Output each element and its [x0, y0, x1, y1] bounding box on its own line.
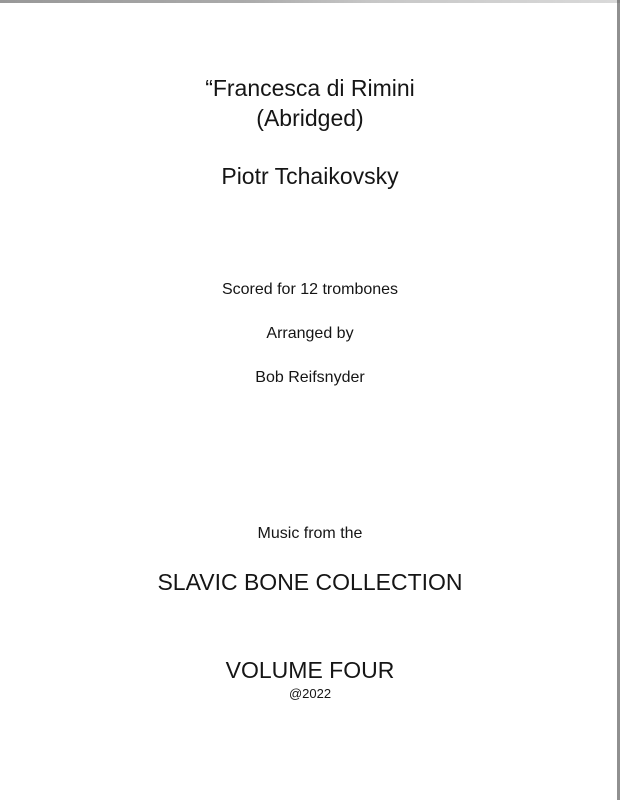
arranged-by-label: Arranged by: [266, 325, 354, 342]
scan-edge-top: [0, 0, 620, 3]
title-line-1: “Francesca di Rimini: [205, 75, 415, 101]
arranger-name: Bob Reifsnyder: [255, 369, 365, 386]
volume-label: VOLUME FOUR: [225, 657, 395, 683]
copyright-notice: @2022: [288, 686, 332, 701]
collection-intro: Music from the: [257, 525, 363, 542]
title-line-2: (Abridged): [256, 105, 364, 131]
scoring-note: Scored for 12 trombones: [221, 281, 399, 298]
collection-name: SLAVIC BONE COLLECTION: [157, 569, 463, 595]
composer-name: Piotr Tchaikovsky: [221, 163, 399, 189]
